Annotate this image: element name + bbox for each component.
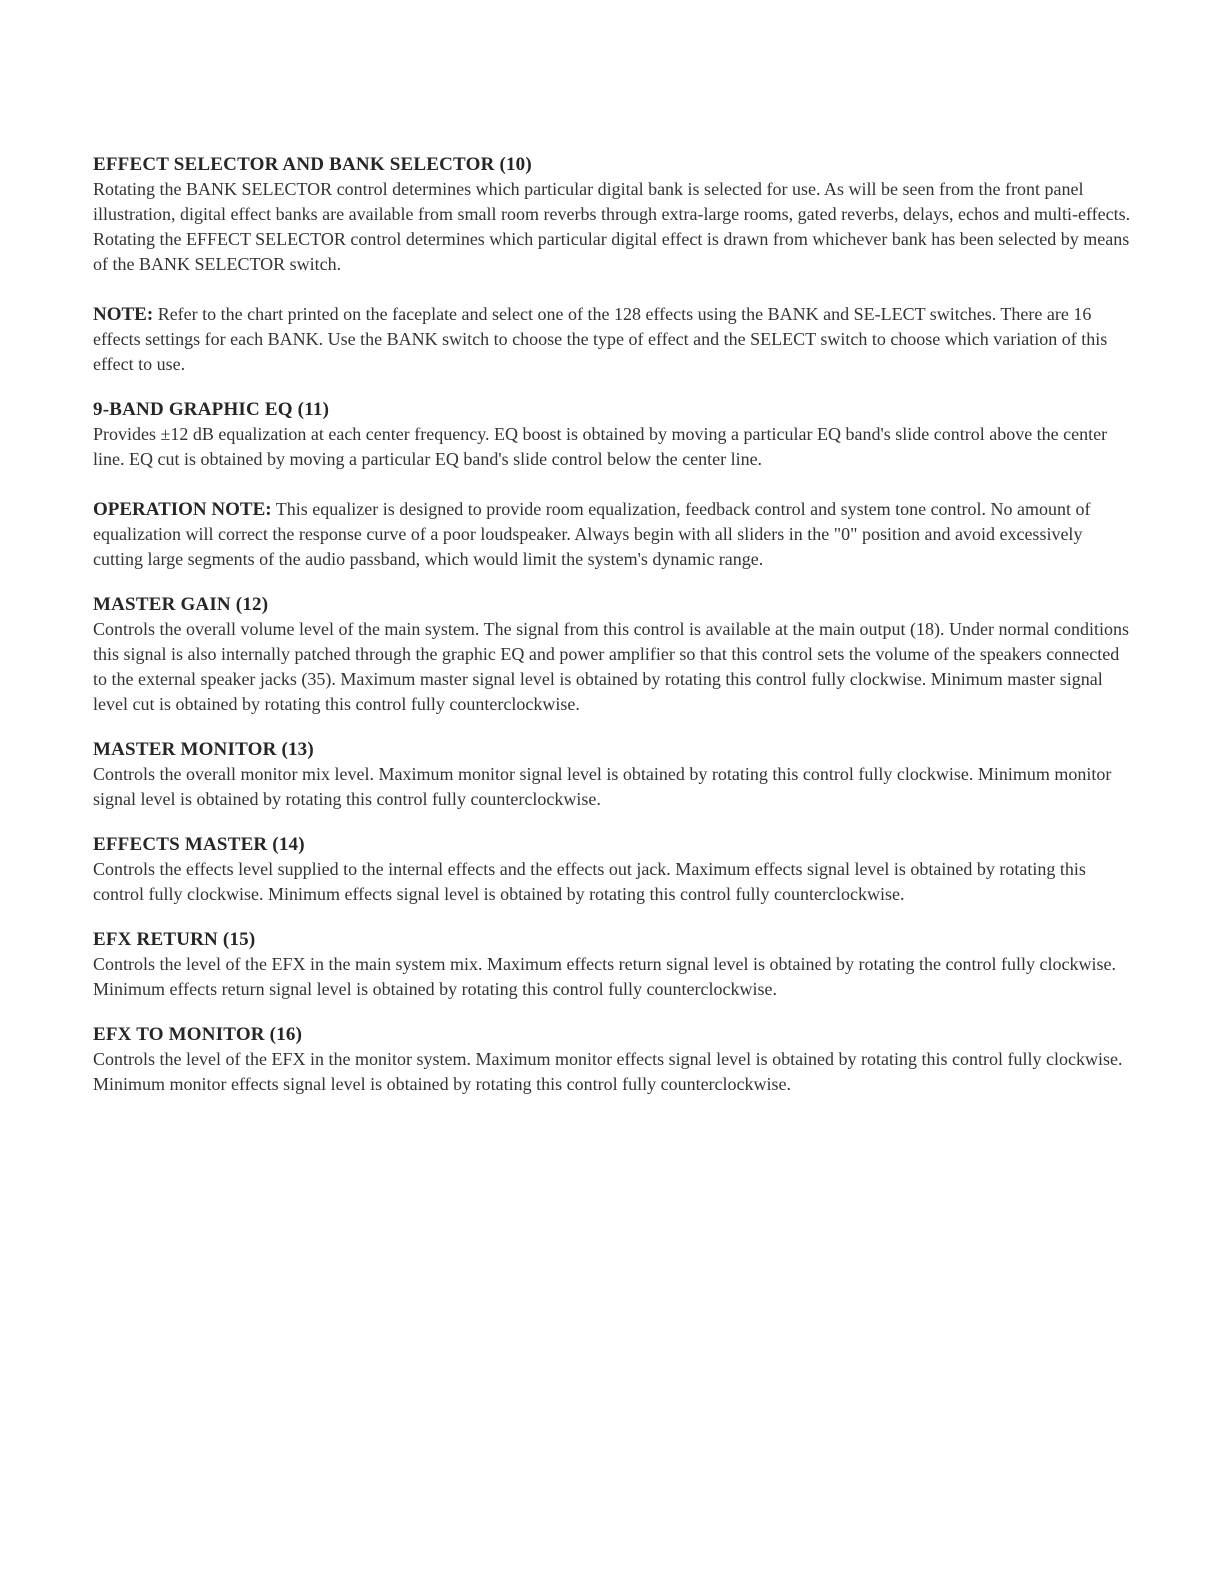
paragraph-operation-note xyxy=(93,497,1133,572)
section-efx-to-monitor xyxy=(93,1022,1133,1097)
section-master-gain xyxy=(93,592,1133,717)
paragraph-effects-master: Controls the effects level supplied to the internal effects and the effects out jack. Maximum effects signal level is obtained by rotating this control fully clockwise. Minimum effects signal level is obtained by rotating this control fully counterclockwise. xyxy=(93,859,1086,904)
paragraph-master-gain: Controls the overall volume level of the main system. The signal from this control is available at the main output (18). Under normal conditions this signal is also internally patched through the graphic EQ and power amplifier so that this control sets the volume of the speakers connected to the external speaker jacks (35). Maximum master signal level is obtained by rotating this control fully clockwise. Minimum master signal level cut is obtained by rotating this control fully counterclockwise. xyxy=(93,619,1129,714)
heading-efx-to-monitor: EFX TO MONITOR (16) xyxy=(93,1024,303,1045)
heading-effect-selector: EFFECT SELECTOR AND BANK SELECTOR (10) xyxy=(93,154,532,175)
section-effect-selector xyxy=(93,152,1133,277)
section-graphic-eq xyxy=(93,397,1133,472)
heading-graphic-eq: 9-BAND GRAPHIC EQ (11) xyxy=(93,399,330,420)
paragraph-effect-selector: Rotating the EFFECT SELECTOR control determines which particular digital effect is drawn from whichever bank has been selected by means of the BANK SELECTOR switch. xyxy=(93,229,1130,274)
heading-master-monitor: MASTER MONITOR (13) xyxy=(93,739,314,760)
note-text: Refer to the chart printed on the faceplate and select one of the 128 effects using the BANK and SE-LECT switches. There are 16 effects settings for each BANK. Use the BANK switch to choose the type of effect and the SELECT switch to choose which variation of this effect to use. xyxy=(93,304,1108,374)
paragraph-efx-return: Controls the level of the EFX in the main system mix. Maximum effects return signal level is obtained by rotating the control fully clockwise. Minimum effects return signal level is obtained by rotating this control fully counterclockwise. xyxy=(93,954,1116,999)
document-page xyxy=(93,152,1133,1097)
paragraph-note xyxy=(93,302,1133,377)
section-master-monitor xyxy=(93,737,1133,812)
paragraph-graphic-eq: Provides ±12 dB equalization at each center frequency. EQ boost is obtained by moving a particular EQ band's slide control above the center line. EQ cut is obtained by moving a particular EQ band's slide control below the center line. xyxy=(93,424,1108,469)
section-efx-return xyxy=(93,927,1133,1002)
paragraph-efx-to-monitor: Controls the level of the EFX in the monitor system. Maximum monitor effects signal level is obtained by rotating this control fully clockwise. Minimum monitor effects signal level is obtained by rotating this control fully counterclockwise. xyxy=(93,1049,1123,1094)
paragraph-master-monitor: Controls the overall monitor mix level. Maximum monitor signal level is obtained by rotating this control fully clockwise. Minimum monitor signal level is obtained by rotating this control fully counterclockwise. xyxy=(93,764,1112,809)
heading-master-gain: MASTER GAIN (12) xyxy=(93,594,269,615)
heading-effects-master: EFFECTS MASTER (14) xyxy=(93,834,305,855)
section-operation-note xyxy=(93,497,1133,572)
operation-note-label: OPERATION NOTE: xyxy=(93,499,272,520)
section-note xyxy=(93,302,1133,377)
operation-note-text: This equalizer is designed to provide room equalization, feedback control and system tone control. No amount of equalization will correct the response curve of a poor loudspeaker. Always begin with all sliders in the "0" position and avoid excessively cutting large segments of the audio passband, which would limit the system's dynamic range. xyxy=(93,499,1091,569)
paragraph-bank-selector: Rotating the BANK SELECTOR control determines which particular digital bank is selected for use. As will be seen from the front panel illustration, digital effect banks are available from small room reverbs through extra-large rooms, gated reverbs, delays, echos and multi-effects. xyxy=(93,179,1131,224)
section-effects-master xyxy=(93,832,1133,907)
note-label: NOTE: xyxy=(93,304,154,325)
heading-efx-return: EFX RETURN (15) xyxy=(93,929,256,950)
